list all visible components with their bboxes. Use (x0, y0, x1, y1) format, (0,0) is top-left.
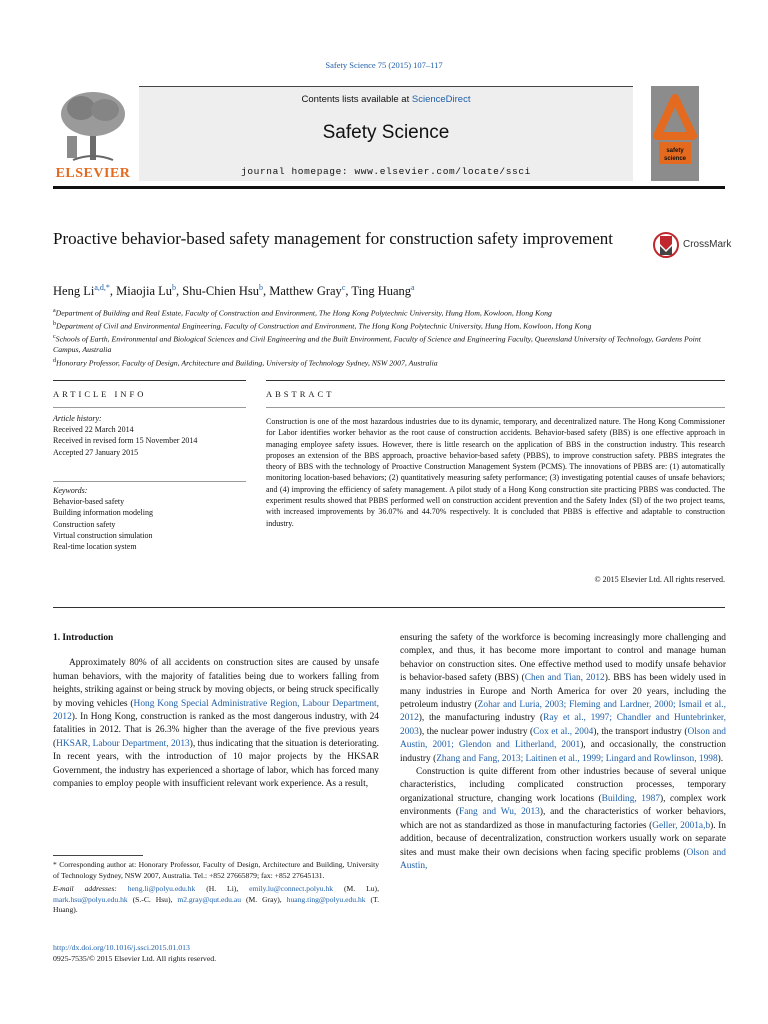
keywords (53, 485, 246, 552)
author-name: Miaojia Lu (116, 284, 173, 299)
body-paragraph: Construction is quite different from other industries because of several unique characteristics, including complicated construction processes, temporary organizational structure, changing work locations (Building, 1987), complex work environments (Fang and Wu, 2013), and the characteristics of worker behaviors, which are not as standardized as those in manufacturing factories (Geller, 2001a,b). In addition, because of decentralization, construction workers usually work on separate sites and must make their own decisions when facing specific problems (Olson and Austin, (400, 767, 726, 871)
keywords-label: Keywords: (53, 486, 88, 495)
history-accepted: Accepted 27 January 2015 (53, 447, 139, 457)
crossmark-icon (653, 230, 679, 260)
reference-link[interactable]: Building, 1987 (601, 793, 661, 804)
author-affiliation-marker[interactable]: a (411, 283, 415, 292)
keyword-item: Construction safety (53, 519, 116, 529)
affiliation-marker: a (53, 308, 56, 314)
abstract-text: Construction is one of the most hazardous industries due to its dynamic, temporary, and decentralized nature. The Hong Kong Commissioner for Labor identifies worker behavior as the root cause of construction accidents. Behavior-based safety (BBS) is one effective approach in managing employee safety issues. However, there is little research on the application of BBS in the construction industry. This research proposes an extension of the BBS approach, proactive behavior-based safety (PBBS), to improve construction safety. PBBS integrates the theory of BBS with the technology of Proactive Construction Management System (PCMS). The innovations of PBBS are: (1) automatically monitoring location-based behaviors; (2) quantitatively measuring safety performance; (3) investigating potential causes of unsafe behaviors; and (4) improving the efficiency of safety management. A pilot study of a Hong Kong construction site practicing PBBS was conducted. The experiment results showed that PBBS performed well on construction accident prevention and the Safety Index (SI) of the two project teams, with increased improvements by 36.07% and 44.70% respectively. It is concluded that PBBS is effective and adaptable to construction industry. (266, 417, 725, 528)
reference-link[interactable]: Chen and Tian, 2012 (524, 673, 605, 684)
author-affiliation-marker[interactable]: a,d,* (94, 283, 110, 292)
reference-link[interactable]: Ray et al., 1997; Chandler and Huntebrinker, 2003 (400, 713, 727, 737)
abstract-heading-rule (266, 407, 725, 408)
contents-line (139, 94, 633, 105)
body-paragraph: ensuring the safety of the workforce is becoming increasingly more challenging and complex, and thus, it has become more important to control and manage human behavior on construction sites. One effective method used to modify unsafe behavior is behavior-based safety (BBS) (Chen and Tian, 2012). BBS has been widely used in many industries in Europe and North America for over 20 years, including the petroleum industry (Zohar and Luria, 2003; Fleming and Lardner, 2000; Ismail et al., 2012), the manufacturing industry (Ray et al., 1997; Chandler and Huntebrinker, 2003), the nuclear power industry (Cox et al., 2004), the transport industry (Olson and Austin, 2001; Glendon and Litherland, 2001), and occasionally, the construction industry (Zhang and Fang, 2013; Laitinen et al., 1999; Lingard and Rowlinson, 1998). (400, 633, 727, 764)
abstract-copyright: © 2015 Elsevier Ltd. All rights reserved. (594, 575, 725, 584)
reference-link[interactable]: Zohar and Luria, 2003; Fleming and Lardner, 2000; Ismail et al., 2012 (400, 700, 726, 724)
author-name: Ting Huang (351, 284, 412, 299)
affiliation-item: $^b$Department of Civil and Environmental Engineering, Faculty of Construction and Environment, The Hong Kong Polytechnic University, Hung Hom, Kowloon, Hong Kong (53, 321, 592, 331)
author-affiliation-marker[interactable]: c (341, 283, 346, 292)
reference-link[interactable]: Hong Kong Special Administrative Region, Labour Department, 2012 (53, 698, 379, 723)
history-revised: Received in revised form 15 November 2014 (53, 436, 198, 446)
crossmark-label: CrossMark (683, 239, 732, 250)
keyword-item: Building information modeling (53, 508, 153, 518)
body-column-left (53, 632, 379, 791)
body-top-rule (53, 607, 725, 608)
reference-link[interactable]: heng.li@polyu.edu.hk (127, 884, 196, 893)
reference-link[interactable]: Olson and Austin, (400, 847, 726, 871)
keyword-item: Real-time location system (53, 542, 137, 552)
keywords-rule (53, 481, 246, 482)
author-list: Heng $Li^{a,d,*}$, Miaojia Lu$^b$, Shu-Chien Hsu$^b$, Matthew Gray$^c$, Ting Huang$^a$ (53, 283, 415, 299)
section-heading: 1. Introduction (53, 633, 114, 643)
affiliation-item: $^d$Honorary Professor, Faculty of Design, Architecture and Building, University of Technology Sydney, NSW 2007, Australia (53, 357, 438, 368)
author-name: Shu-Chien Hsu (182, 284, 260, 299)
affiliation-marker: b (53, 321, 56, 328)
affiliation-marker: d (53, 357, 56, 364)
history-received: Received 22 March 2014 (53, 425, 134, 435)
cover-subtitle-text: science (663, 156, 687, 162)
author-affiliation-marker[interactable]: b (172, 283, 177, 292)
doi-link[interactable]: http://dx.doi.org/10.1016/j.ssci.2015.01.013 (53, 943, 190, 952)
affiliation-item: $^a$Department of Building and Real Estate, Faculty of Construction and Environment, The Hong Kong Polytechnic University, Hung Hom, Kowloon, Hong Kong (53, 308, 552, 318)
affiliation-item: $^c$Schools of Earth, Environmental and Biological Sciences and Civil Engineering and the Built Environment, Faculty of Science and Engineering Faculty, Queensland University of Technology, Gardens Point Campus, Australia (53, 334, 701, 355)
reference-link[interactable]: huang.ting@polyu.edu.hk (286, 894, 366, 904)
cover-title-text: safety (666, 148, 684, 154)
abstract-heading: ABSTRACT (266, 389, 335, 399)
journal-banner-center (139, 86, 633, 181)
italic-label: E-mail addresses: (53, 884, 128, 893)
elsevier-wordmark: ELSEVIER (55, 166, 131, 181)
reference-link[interactable]: Zhang and Fang, 2013; Laitinen et al., 1999; Lingard and Rowlinson, 1998 (436, 753, 718, 764)
keyword-item: Virtual construction simulation (53, 530, 153, 540)
footnote-rule (53, 855, 143, 856)
reference-link[interactable]: Olson and Austin, 2001; Glendon and Litherland, 2001 (400, 726, 726, 751)
affiliation-marker: c (53, 334, 56, 341)
reference-link[interactable]: HKSAR, Labour Department, 2013 (56, 738, 190, 749)
author-name: Heng Li (53, 284, 95, 299)
body-paragraph: Approximately 80% of all accidents on construction sites are caused by unsafe human behaviors, with the majority of fatalities being due to workers falling from heights, striking against or being struck by moving objects, or being struck specifically by moving vehicles (Hong Kong Special Administrative Region, Labour Department, 2012). In Hong Kong, construction is ranked as the most dangerous industry, with 24 fatalities in 2012. That is 26.3% higher than the average of the five previous years (HKSAR, Labour Department, 2013), thus indicating that the situation is deteriorating. In recent years, with the introduction of 10 major projects by the HKSAR Government, the industry has experienced a shortage of labor, which has forced many companies to employ people with insufficient relevant work experience. As a result, (53, 658, 379, 790)
doi-block (53, 942, 216, 964)
body-column-right (400, 632, 726, 873)
keyword-item: Behavior-based safety (53, 497, 125, 507)
author-name: Matthew Gray (269, 284, 342, 299)
journal-title: Safety Science (322, 122, 450, 143)
email-addresses: E-mail addresses: heng.li@polyu.edu.hk (H. Li), emily.lu@connect.polyu.hk (M. Lu), mark.hsu@polyu.edu.hk (S.-C. Hsu), m2.gray@qut.edu.au (M. Gray), huang.ting@polyu.edu.hk (T. Huang). (53, 884, 379, 914)
issn-line: 0925-7535/© 2015 Elsevier Ltd. All rights reserved. (53, 954, 217, 963)
footnote (53, 860, 379, 919)
reference-link[interactable]: emily.lu@connect.polyu.hk (249, 884, 334, 893)
banner-top-rule (139, 86, 633, 87)
reference-link[interactable]: Geller, 2001a,b (652, 820, 711, 831)
banner-bottom-rule (53, 186, 725, 189)
abstract-top-rule (266, 380, 725, 381)
reference-link[interactable]: Cox et al., 2004 (533, 726, 594, 737)
reference-link[interactable]: m2.gray@qut.edu.au (177, 894, 242, 904)
corresponding-author-note: * Corresponding author at: Honorary Professor, Faculty of Design, Architecture and Building, University of Technology Sydney, NSW 2007, Australia. Tel.: +852 27665879; fax: +852 27645131. (53, 860, 379, 880)
article-info-heading: ARTICLE INFO (53, 389, 147, 399)
crossmark-button[interactable] (653, 230, 733, 260)
history-label: Article history: (53, 414, 102, 423)
journal-cover-image (651, 86, 699, 181)
article-history (53, 413, 246, 458)
journal-banner (53, 86, 693, 189)
article-title: Proactive behavior-based safety management for construction safety improvement (53, 229, 613, 248)
reference-link[interactable]: Fang and Wu, 2013 (458, 807, 540, 818)
journal-citation[interactable]: Safety Science 75 (2015) 107–117 (325, 60, 443, 70)
sciencedirect-link[interactable]: ScienceDirect (411, 94, 471, 105)
journal-homepage[interactable]: journal homepage: www.elsevier.com/locate/ssci (241, 166, 531, 177)
info-heading-rule (53, 407, 246, 408)
affiliation-list (53, 306, 725, 369)
info-top-rule (53, 380, 246, 381)
author-affiliation-marker[interactable]: b (259, 283, 264, 292)
contents-prefix: Contents lists available at (301, 94, 412, 105)
reference-link[interactable]: mark.hsu@polyu.edu.hk (53, 894, 128, 904)
